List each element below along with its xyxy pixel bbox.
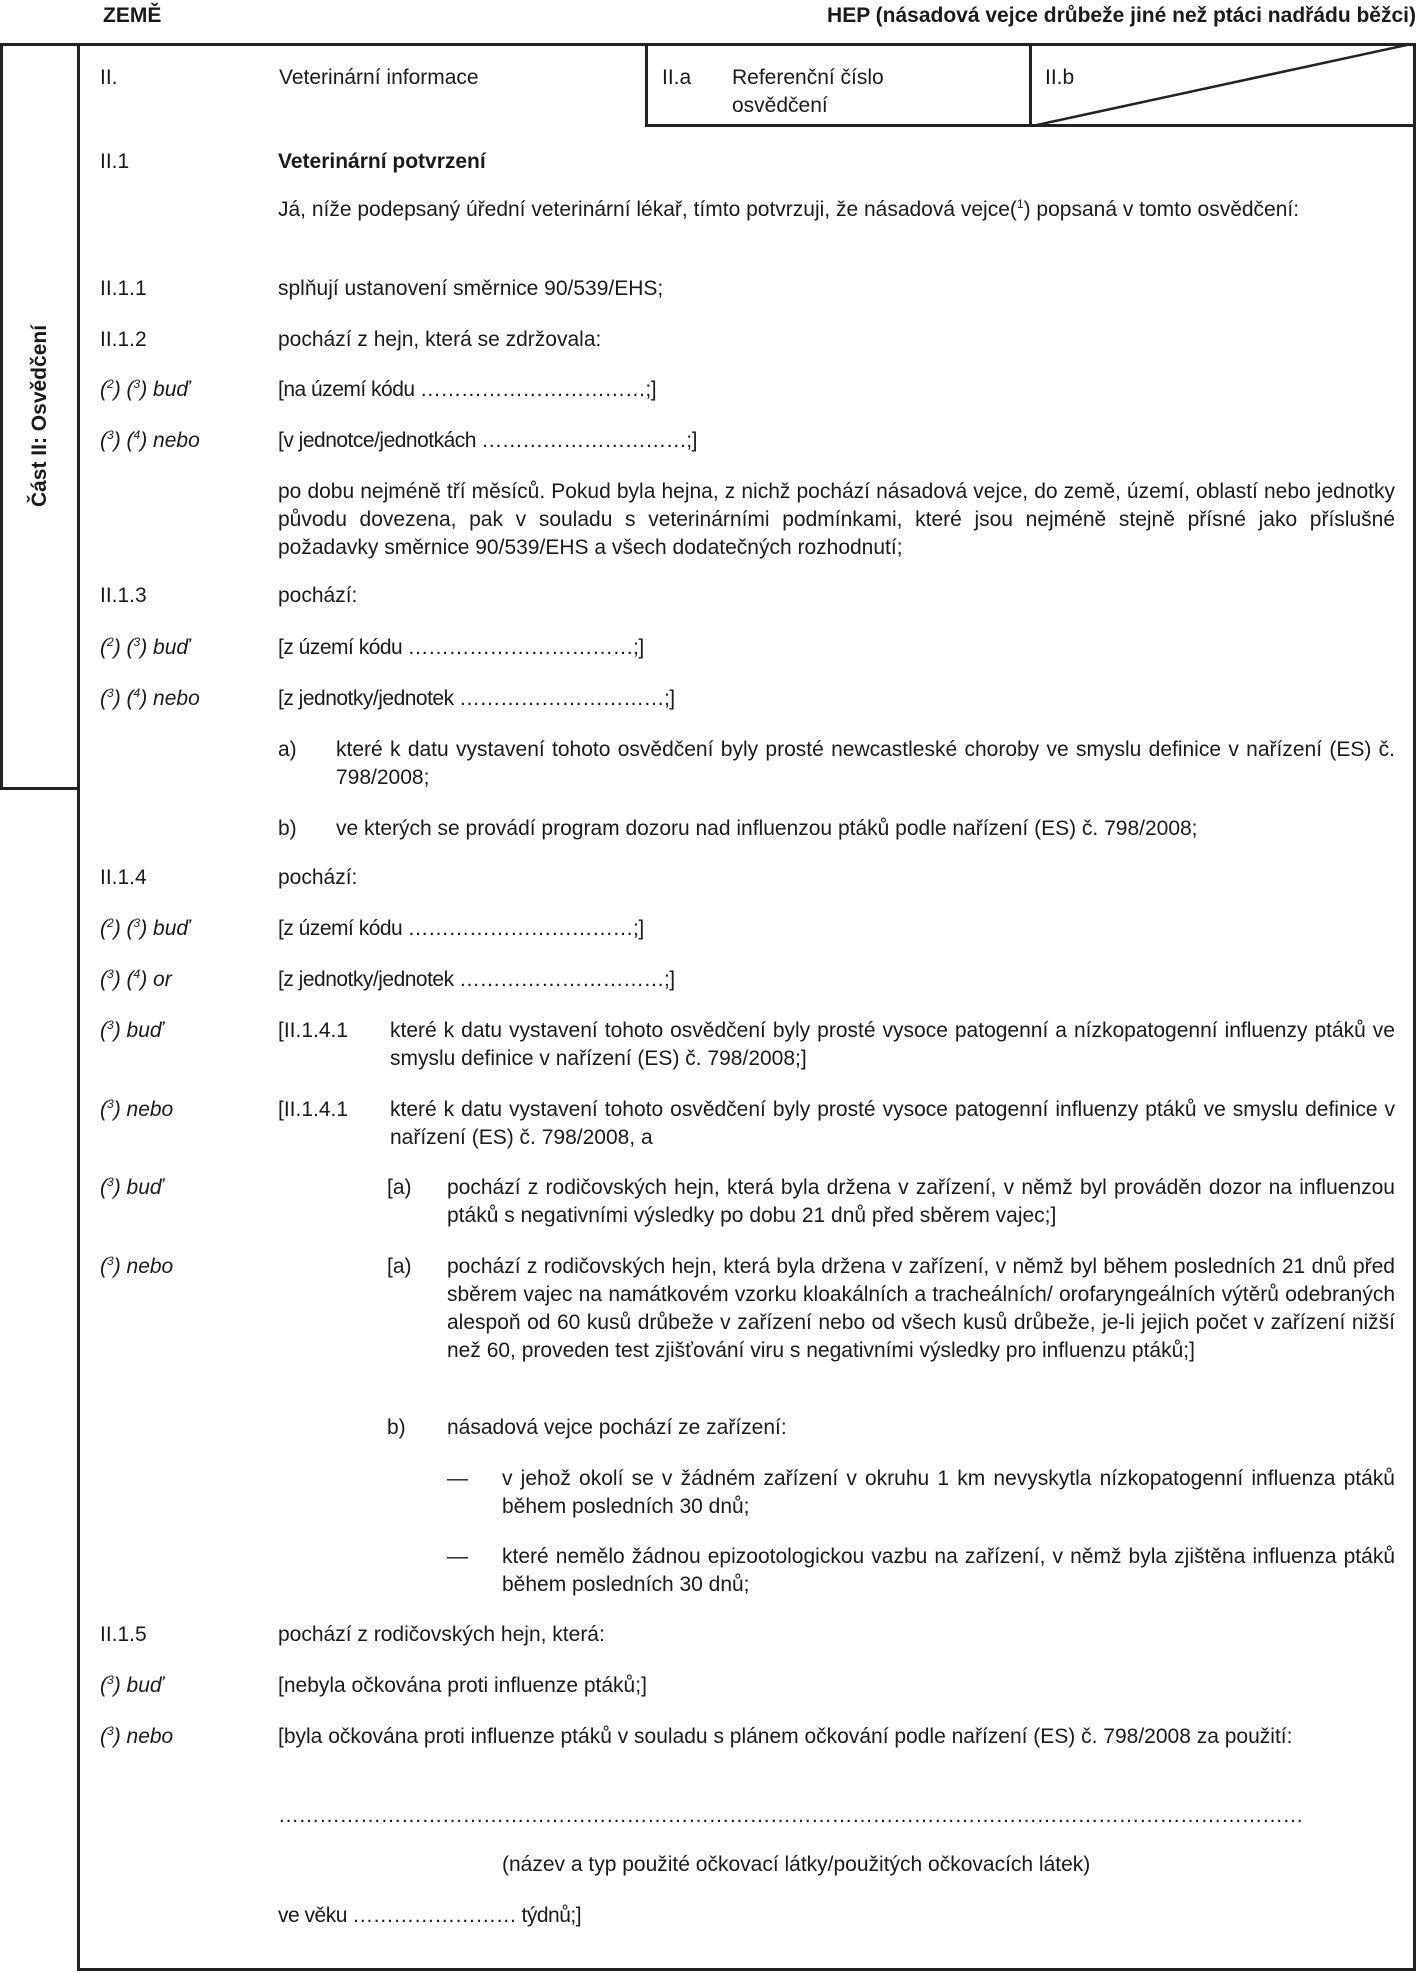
clause-number: II.1.1 (100, 277, 147, 300)
reference-box-diagonal (1032, 43, 1416, 127)
option-text: které k datu vystavení tohoto osvědčení byly prosté vysoce patogenní a nízkopatogenní influenzy ptáků ve smyslu definice v nařízení (ES) č. 798/2008;] (390, 1019, 1395, 1070)
option-text: které k datu vystavení tohoto osvědčení byly prosté vysoce patogenní influenzy ptáků ve smyslu definice v nařízení (ES) č. 798/2008, a (390, 1098, 1395, 1149)
option-label: ($^3$) nebo (100, 1254, 174, 1278)
clause-number: II.1.4 (100, 866, 147, 889)
intro-text: ) popsaná v tomto osvědčení: (1023, 198, 1300, 221)
dash-item-text: v jehož okolí se v žádném zařízení v okruhu 1 km nevyskytla nízkopatogenní influenza ptáků během posledních 30 dnů; (502, 1467, 1395, 1518)
option-label: ($^3$) ($^4$) nebo (100, 428, 200, 452)
clause-text: pochází z hejn, která se zdržovala: (278, 328, 602, 351)
option-text: [z jednotky/jednotek …………………………;] (278, 687, 675, 710)
option-text: [na území kódu ……………………………;] (278, 378, 657, 401)
item-text: násadová vejce pochází ze zařízení: (447, 1416, 787, 1439)
option-label: ($^3$) nebo (100, 1724, 174, 1748)
option-text: [byla očkována proti influenze ptáků v souladu s plánem očkování podle nařízení (ES) č. 798/2008 za použití: (278, 1725, 1293, 1748)
option-label: ($^3$) buď (100, 1018, 164, 1042)
option-label: ($^3$) buď (100, 1673, 164, 1697)
option-label: ($^3$) nebo (100, 1097, 174, 1121)
option-label: ($^3$) buď (100, 1175, 164, 1199)
footnote-ref: 4 (133, 686, 141, 700)
item-text: ve kterých se provádí program dozoru nad influenzou ptáků podle nařízení (ES) č. 798/2008; (336, 817, 1198, 840)
footnote-ref: 4 (133, 967, 141, 981)
dash-marker: — (447, 1467, 468, 1490)
item-label: [a) (387, 1176, 412, 1199)
option-text: pochází z rodičovských hejn, která byla držena v zařízení, v němž byl prováděn dozor na influenzou ptáků s negativními výsledky po dobu 21 dnů před sběrem vajec;] (447, 1176, 1395, 1227)
footnote-ref: 3 (107, 686, 114, 700)
header-divider (645, 43, 648, 127)
footnote-ref: 3 (107, 1724, 114, 1738)
option-text: [z území kódu ……………………………;] (278, 636, 644, 659)
footnote-ref: 3 (107, 1097, 114, 1111)
option-label: ($^3$) ($^4$) nebo (100, 686, 200, 710)
dotted-fill-line: …………………………………………………………………………………………………………………………………… (278, 1804, 1303, 1827)
intro-paragraph (278, 196, 1395, 224)
clause-number: II.1.5 (100, 1623, 147, 1646)
footnote-ref: 3 (107, 1175, 114, 1189)
footnote-ref: 3 (107, 1254, 114, 1268)
item-label: a) (278, 738, 297, 761)
option-text: pochází z rodičovských hejn, která byla držena v zařízení, v němž byl během posledních 21 dnů před sběrem vajec na namátkovém vzorku kloakálních a tracheálních/ orofaryngeálních výtěrů odebraných alespoň od 60 kusů drůbeže v zařízení nebo od všech kusů drůbeže, je-li jejich počet v zařízení nižší než 60, proveden test zjišťování viru s negativními výsledky pro influenzu ptáků;] (447, 1255, 1395, 1362)
vaccine-caption: (název a typ použité očkovací látky/použitých očkovacích látek) (502, 1853, 1091, 1876)
reference-title-line2: osvědčení (732, 94, 828, 117)
clause-title: Veterinární potvrzení (278, 150, 486, 173)
section-number: II. (100, 66, 118, 89)
option-text: [z jednotky/jednotek …………………………;] (278, 968, 675, 991)
intro-text: Já, níže podepsaný úřední veterinární lékař, tímto potvrzuji, že násadová vejce( (278, 198, 1017, 221)
clause-text: splňují ustanovení směrnice 90/539/EHS; (278, 277, 664, 300)
footnote-ref: 4 (133, 428, 141, 442)
age-line: ve věku …………………… týdnů;] (278, 1904, 582, 1927)
item-label: [a) (387, 1255, 412, 1278)
clause-number: II.1 (100, 150, 130, 173)
side-label: Část II: Osvědčení (28, 324, 51, 508)
clause-paragraph: po dobu nejméně tří měsíců. Pokud byla hejna, z nichž pochází násadová vejce, do země, území, oblastí nebo jednotky původu dovezena, pak v souladu s veterinárními podmínkami, které jsou nejméně stejně přísné jako příslušné požadavky směrnice 90/539/EHS a všech dodatečných rozhodnutí; (278, 480, 1395, 559)
clause-text: pochází: (278, 866, 358, 889)
item-text: které k datu vystavení tohoto osvědčení byly prosté newcastleské choroby ve smyslu definice v nařízení (ES) č. 798/2008; (336, 738, 1395, 789)
dash-item-text: které nemělo žádnou epizootologickou vazbu na zařízení, v němž byla zjištěna influenza ptáků během posledních 30 dnů; (502, 1545, 1395, 1596)
clause-text: pochází: (278, 584, 358, 607)
footnote-ref: 2 (107, 916, 114, 930)
dash-marker: — (447, 1545, 468, 1568)
option-label: ($^2$) ($^3$) buď (100, 916, 190, 940)
option-text: [z území kódu ……………………………;] (278, 917, 644, 940)
clause-number: II.1.3 (100, 584, 147, 607)
footnote-ref: 3 (107, 1673, 114, 1687)
footnote-ref: 3 (133, 377, 141, 391)
footnote-ref: 2 (107, 635, 114, 649)
footnote-ref: 3 (133, 916, 141, 930)
footnote-ref: 3 (107, 428, 114, 442)
option-label: ($^3$) ($^4$) or (100, 967, 172, 991)
iib-label: II.b (1045, 66, 1075, 89)
sub-clause-ref: [II.1.4.1 (278, 1098, 349, 1121)
footnote-ref: 3 (107, 967, 114, 981)
footnote-ref: 3 (107, 1018, 114, 1032)
option-label: ($^2$) ($^3$) buď (100, 377, 190, 401)
option-label: ($^2$) ($^3$) buď (100, 635, 190, 659)
reference-title-line1: Referenční číslo (732, 66, 884, 89)
option-text: [nebyla očkována proti influenze ptáků;] (278, 1674, 647, 1697)
sub-clause-ref: [II.1.4.1 (278, 1019, 349, 1042)
item-label: b) (278, 817, 297, 840)
item-label: b) (387, 1416, 406, 1439)
section-title: Veterinární informace (279, 66, 479, 89)
option-text: [v jednotce/jednotkách …………………………;] (278, 429, 697, 452)
footnote-ref: 3 (133, 635, 141, 649)
reference-number-label: II.a (662, 66, 692, 89)
certificate-model-title: HEP (násadová vejce drůbeže jiné než ptáci nadřádu běžci) (827, 4, 1416, 27)
footnote-ref: 2 (107, 377, 114, 391)
footnote-ref: 1 (1016, 197, 1024, 211)
clause-number: II.1.2 (100, 328, 147, 351)
clause-text: pochází z rodičovských hejn, která: (278, 1623, 605, 1646)
country-label: ZEMĚ (103, 4, 162, 27)
